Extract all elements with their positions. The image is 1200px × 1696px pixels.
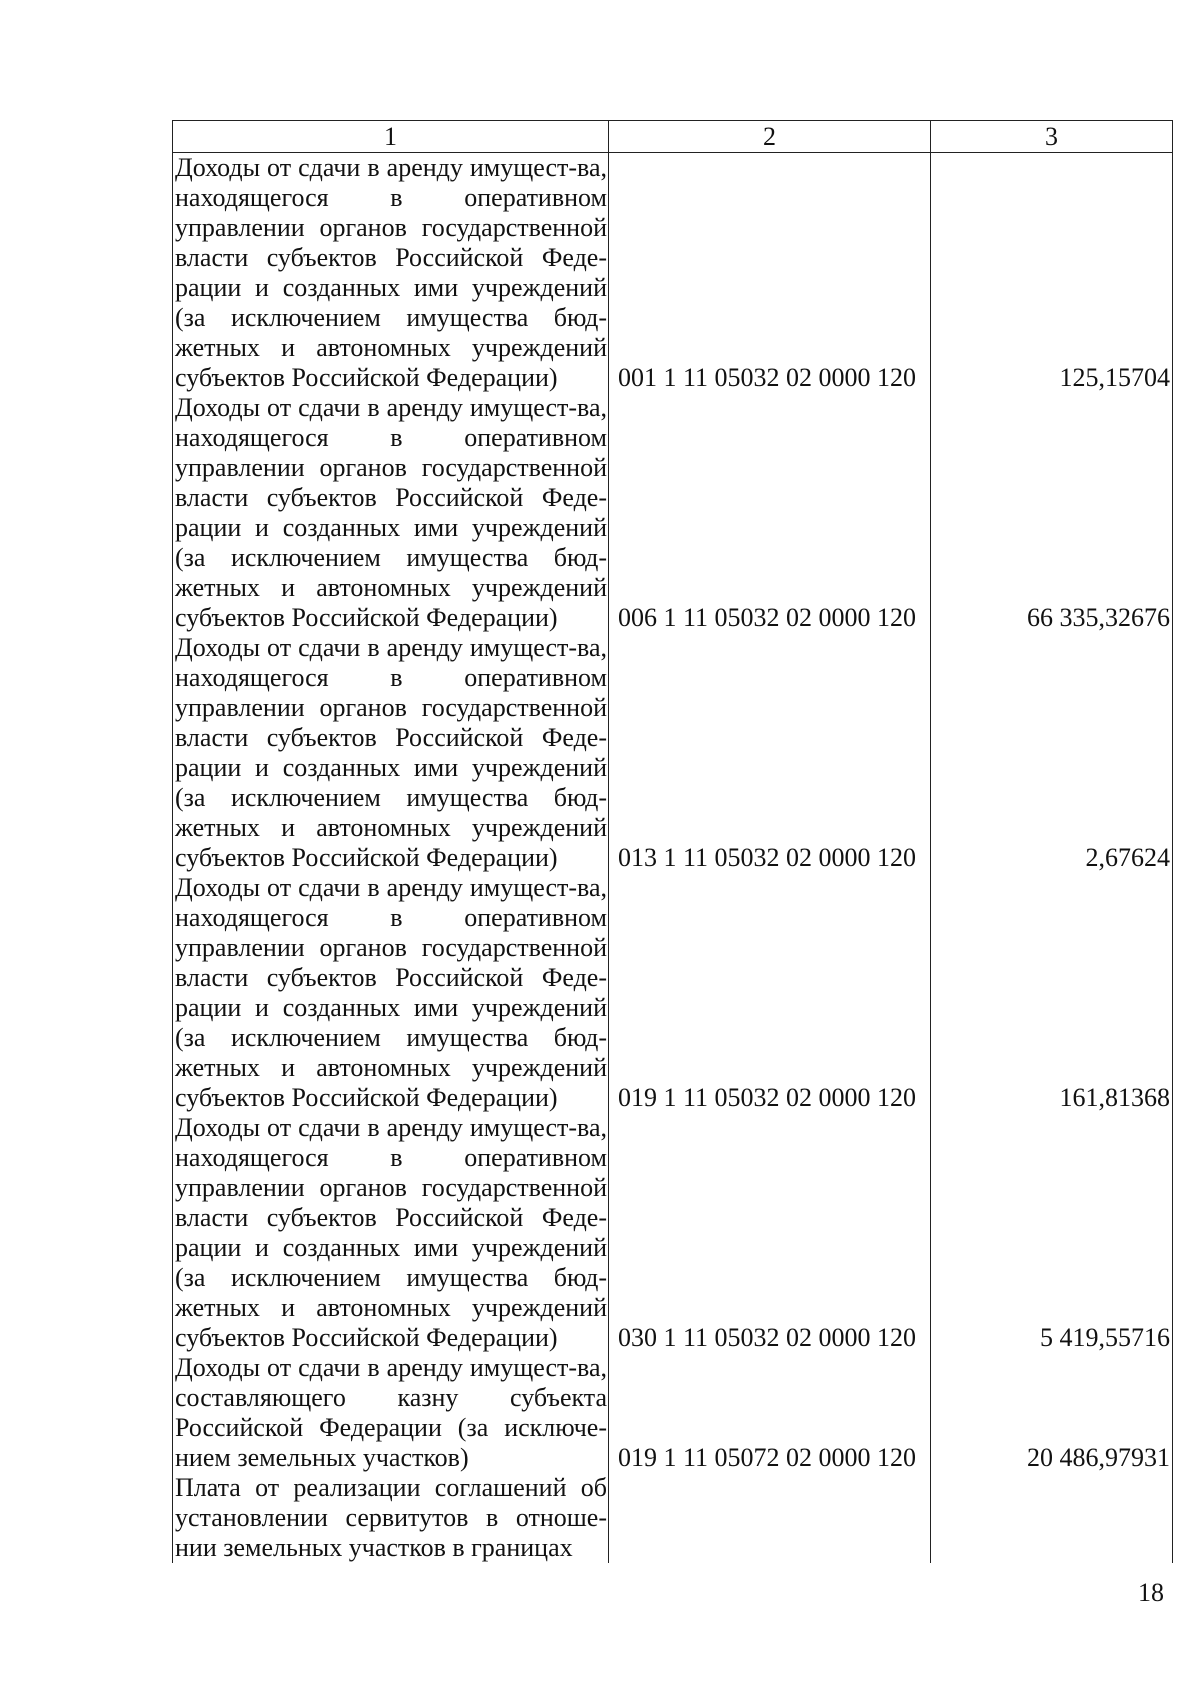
revenue-name: Доходы от сдачи в аренду имущест-ва, находящегося в оперативном управлении органов государственной власти субъектов Российской Феде-рации и созданных ими учреждений (за исключением имущества бюд-жетных и автономных учреждений субъектов Российской Федерации) (173, 873, 609, 1113)
revenue-name: Доходы от сдачи в аренду имущест-ва, находящегося в оперативном управлении органов государственной власти субъектов Российской Феде-рации и созданных ими учреждений (за исключением имущества бюд-жетных и автономных учреждений субъектов Российской Федерации) (173, 1113, 609, 1353)
budget-code: 019 1 11 05072 02 0000 120 (609, 1353, 931, 1473)
table-row (173, 633, 1173, 873)
revenue-name: Доходы от сдачи в аренду имущест-ва, находящегося в оперативном управлении органов государственной власти субъектов Российской Феде-рации и созданных ими учреждений (за исключением имущества бюд-жетных и автономных учреждений субъектов Российской Федерации) (173, 153, 609, 394)
column-header-2: 2 (609, 121, 931, 153)
amount: 125,15704 (931, 153, 1173, 394)
table-row (173, 153, 1173, 394)
revenue-name: Доходы от сдачи в аренду имущест-ва, находящегося в оперативном управлении органов государственной власти субъектов Российской Феде-рации и созданных ими учреждений (за исключением имущества бюд-жетных и автономных учреждений субъектов Российской Федерации) (173, 393, 609, 633)
budget-code: 013 1 11 05032 02 0000 120 (609, 633, 931, 873)
amount: 66 335,32676 (931, 393, 1173, 633)
revenue-name: Доходы от сдачи в аренду имущест-ва, находящегося в оперативном управлении органов государственной власти субъектов Российской Феде-рации и созданных ими учреждений (за исключением имущества бюд-жетных и автономных учреждений субъектов Российской Федерации) (173, 633, 609, 873)
budget-code: 006 1 11 05032 02 0000 120 (609, 393, 931, 633)
amount: 20 486,97931 (931, 1353, 1173, 1473)
column-header-3: 3 (931, 121, 1173, 153)
table-row (173, 1113, 1173, 1353)
table-row (173, 873, 1173, 1113)
table-row (173, 393, 1173, 633)
revenue-table (172, 120, 1173, 1563)
amount: 161,81368 (931, 873, 1173, 1113)
amount: 2,67624 (931, 633, 1173, 873)
budget-code: 019 1 11 05032 02 0000 120 (609, 873, 931, 1113)
budget-code: 030 1 11 05032 02 0000 120 (609, 1113, 931, 1353)
budget-code: 001 1 11 05032 02 0000 120 (609, 153, 931, 394)
amount (931, 1473, 1173, 1563)
table-row (173, 1353, 1173, 1473)
column-header-1: 1 (173, 121, 609, 153)
table-row-continued (173, 1473, 1173, 1563)
revenue-name: Доходы от сдачи в аренду имущест-ва, составляющего казну субъекта Российской Федерации (за исключе-нием земельных участков) (173, 1353, 609, 1473)
revenue-name: Плата от реализации соглашений об установлении сервитутов в отноше-нии земельных участков в границах (173, 1473, 609, 1563)
page-number: 18 (1138, 1578, 1164, 1607)
budget-code (609, 1473, 931, 1563)
amount: 5 419,55716 (931, 1113, 1173, 1353)
table-header-row (173, 121, 1173, 153)
